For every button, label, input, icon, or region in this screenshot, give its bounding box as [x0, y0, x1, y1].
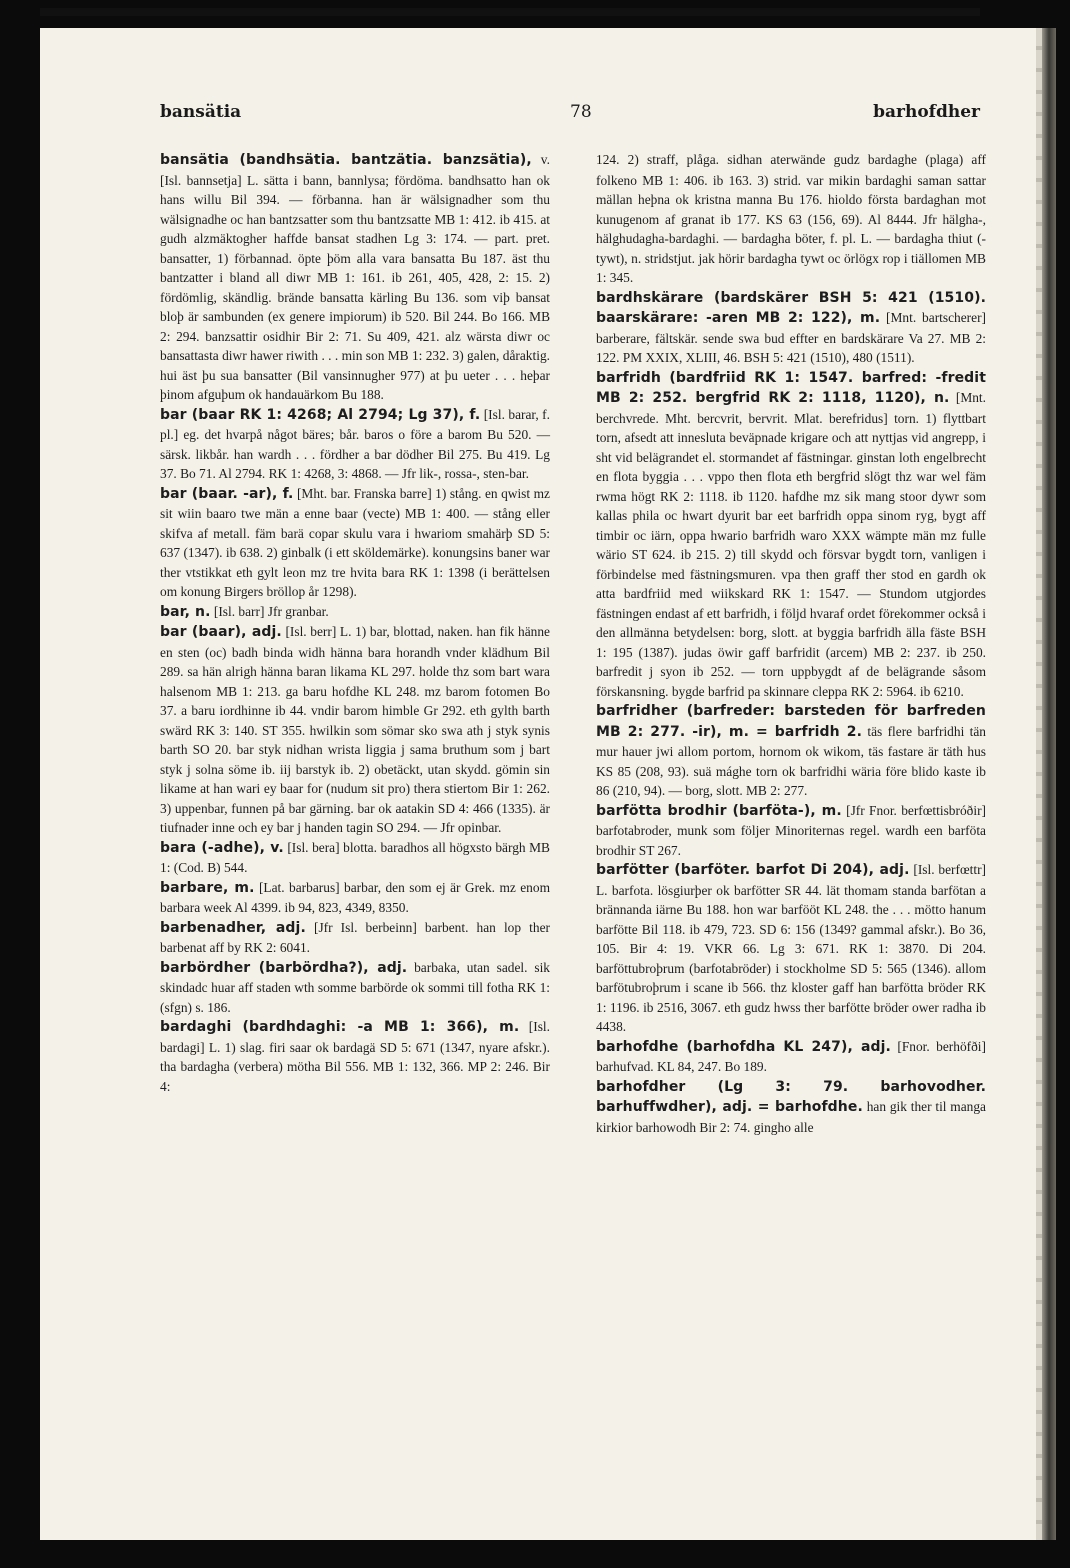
entry-text: [Isl. berfœttr] L. barfota. lösgiurþer ok barfötter SR 44. lät thomam standa barfötan a brännanda iärne Bu 188. hon war barfööt KL 248. the . . . mötto hanum barfötte Bil 118. ib 479, 723. SD 6: 156 (1349? gammal afskr.). Bo 36, 105. Bir 4: 19. VKR 66. Lg 3: 671. RK 1: 3870. Di 204. barföttubroþrum (barfotabröder) i stockholme SD 5: 565 (1346). allom barfötubroþrum i scane ib 566. thz kloster gaff han barfötta bröder RK 1: 1196. ib 2516, 3067. eth gudz hwss ther barfötte bröder ower radha ib 4438. [596, 862, 986, 1034]
header-last-word: barhofdher [873, 102, 980, 122]
headword: barfridher (barfreder: barsteden för barfreden MB 2: 277. -ir), m. = barfridh 2. [596, 703, 986, 740]
header-first-word: bansätia [160, 102, 242, 122]
dictionary-entry [596, 1037, 986, 1077]
headword: bar, n. [160, 603, 211, 620]
dictionary-entry [596, 150, 986, 288]
dictionary-entry [596, 368, 986, 702]
headword: barfötter (barföter. barfot Di 204), adj. [596, 862, 910, 878]
dictionary-entry [160, 622, 550, 838]
dictionary-entry [596, 860, 986, 1037]
right-column [596, 150, 986, 1137]
headword: bar (baar), adj. [160, 624, 282, 640]
dictionary-entry [160, 602, 550, 623]
entry-text: täs flere barfridhi tän mur hauer jwi allom portom, hornom ok wikom, täs fastare är täth hus KS 85 (208, 93). suä mághe torn ok barfridhi wäria före blido kaste ib 86 (210, 94). — borg, slott. MB 2: 277. [596, 723, 986, 798]
book-binding-edge [1042, 28, 1056, 1540]
headword: barhofdher (Lg 3: 79. barhovodher. barhuffwdher), adj. = barhofdhe. [596, 1078, 986, 1115]
headword: barhofdhe (barhofdha KL 247), adj. [596, 1038, 891, 1055]
page-number: 78 [570, 102, 592, 122]
dictionary-entry [160, 484, 550, 602]
headword: barbenadher, adj. [160, 919, 306, 936]
headword: bardhskärare (bardskärer BSH 5: 421 (1510). baarskärare: -aren MB 2: 122), m. [596, 289, 986, 326]
entry-text: [Jfr Isl. berbeinn] barbent. han lop ther barbenat aff by RK 2: 6041. [160, 919, 550, 955]
dictionary-entry [160, 958, 550, 1018]
dictionary-entry [596, 701, 986, 801]
headword: bansätia (bandhsätia. bantzätia. banzsätia), [160, 152, 532, 168]
headword: barfötta brodhir (barföta-), m. [596, 802, 842, 819]
entry-text: [Isl. barr] Jfr granbar. [213, 603, 329, 619]
headword: bar (baar. -ar), f. [160, 485, 294, 502]
entry-text: [Jfr Fnor. berfœttisbróðir] barfotabroder, munk som följer Minoriternas regel. wardh een barföta brodhir ST 267. [596, 802, 986, 858]
dictionary-entry [160, 838, 550, 878]
scan-top-bar [40, 8, 980, 16]
entry-text: [Isl. bera] blotta. baradhos all högxsto bärgh MB 1: (Cod. B) 544. [160, 839, 550, 875]
entry-text: [Lat. barbarus] barbar, den som ej är Grek. mz enom barbara week Al 4399. ib 94, 823, 4349, 8350. [160, 879, 550, 915]
headword: bara (-adhe), v. [160, 839, 284, 856]
dictionary-entry [596, 288, 986, 368]
headword: barfridh (bardfriid RK 1: 1547. barfred: -fredit MB 2: 252. bergfrid RK 2: 1118, 1120), n. [596, 369, 986, 406]
left-column [160, 150, 550, 1096]
dictionary-entry [596, 1077, 986, 1138]
headword: bar (baar RK 1: 4268; Al 2794; Lg 37), f. [160, 406, 481, 423]
entry-text: [Isl. bardagi] L. 1) slag. firi saar ok bardagä SD 5: 671 (1347, nyare afskr.). tha bardagha (verbera) mötha Bil 556. MB 1: 132, 366. MP 2: 246. Bir 4: [160, 1019, 550, 1094]
entry-text: [Mht. bar. Franska barre] 1) stång. en qwist mz sit wiin baaro twe män a enne baar (vecte) MB 1: 400. — stång eller skifva af metall. fäm barä copar skulu vara i hwariom smahärþ SD 5: 637 (1347). ib 638. 2) ginbalk (i ett sköldemärke). konungsins baner war ther vtstikkat eth gylt leon mz tre hvita bara RK 1: 1398 (i berättelsen om konung Birgers bröllop år 1298). [160, 485, 550, 599]
entry-text: [Mnt. berchvrede. Mht. bercvrit, bervrit. Mlat. berefridus] torn. 1) flyttbart torn, afsedt att innesluta beväpnade krigare och att nyttjas vid angrepp, i sht vid belägrandet el. stormandet af fästningar. ginstan loth engelbrecht en flota byggia . . . vppo then flota eth bergfrid slögt thz war wel fäm rwma högt RK 2: 1118. ib 1120. hafdhe mz sik mang stoor dywr som kallas phila oc hwart dyurit bar eet barfridh oppa sinom ryg, bygt aff timbir oc iärn, oppa hwario barfridh waro XXX wämpte män mz fulle wärio ST 624. ib 215. 2) till skydd och försvar bygdt torn, vanligen i förbindelse med fästningsmuren. vpa then graff ther stod en gardh ok atta bardfriid med wiikskard RK 1: 1547. — Stundom utgjordes fästningen endast af ett barfridh, i följd hvaraf ordet förekommer också i den allmänna betydelsen: borg, slott. at byggia barfridh älla fäste BSH 1: 195 (1387). judas öwir gaff barfridit (arcem) MB 2: 237. ib 250. barfredit j syon ib 252. — torn uppbygdt af de belägrande såsom förskansning. bygde barfrid pa skinnare cleppa RK 2: 5964. ib 6210. [596, 390, 986, 699]
entry-text: [Isl. berr] L. 1) bar, blottad, naken. han fik hänne en sten (oc) badh binda widh hänna bara horandh vnder klädhum Bil 289. sa hän alrigh hänna baran likama KL 297. holde thz som bart wara halsenom MB 1: 213. ga baru hofdhe KL 248. mz barom fotomen Bo 37. a baru iordhinne ib 44. vndir barom himble Gr 292. eth gylth barth swärd RK 3: 140. ST 355. hwilkin som sömar sko swa ath j styk synis barth SO 20. bar styk nidhan wrista liggia j sama bruthum som j bart styk j solna söme ib. iij barstyk ib. 2) obetäckt, utan skydd. gömin sin likame at han wari ey baar for (nudum sit pro) thera stiertom Bir 1: 262. 3) uppenbar, funnen på bar gärning. bar ok aatakin SD 4: 466 (1335). är tiufnader inne och ey bar j handen tagin SO 294. — Jfr opinbar. [160, 624, 550, 835]
entry-text: barbaka, utan sadel. sik skindadc huar aff staden wth somme barbörde ok sommi till fotha RK 1: (sfgn) s. 186. [160, 959, 550, 1015]
dictionary-entry [160, 150, 550, 405]
dictionary-entry [160, 405, 550, 484]
entry-text: 124. 2) straff, plåga. sidhan aterwände gudz bardaghe (plaga) aff folkeno MB 1: 406. ib 163. 3) strid. var mikin bardaghi saman sattar mällan heþna ok kristna manna Bu 176. hioldo första bardaghan mot kunugenom af granat ib 177. KS 63 (156, 69). Al 8444. Jfr hälgha-, hälghudagha-bardaghi. — bardagha böter, f. pl. L. — bardagha thiut (-tywt), n. stridstjut. jak hörir bardagha tywt oc örlögx rop i tiällomen MB 1: 345. [596, 152, 986, 285]
headword: bardaghi (bardhdaghi: -a MB 1: 366), m. [160, 1019, 520, 1035]
running-header [160, 102, 980, 128]
dictionary-entry [596, 801, 986, 861]
headword: barbördher (barbördha?), adj. [160, 959, 408, 976]
dictionary-entry [160, 878, 550, 918]
entry-text: [Fnor. berhöfði] barhufvad. KL 84, 247. Bo 189. [596, 1038, 986, 1074]
dictionary-entry [160, 1017, 550, 1096]
entry-text: v. [Isl. bannsetja] L. sätta i bann, bannlysa; fördöma. bandhsatto han ok hans willu Bil 394. — förbanna. han är wälsignadher som thu wälsignadhe oc han bantzsatter som thu bantzsatte MB 1: 412. ib 415. at gudh alzmäktogher haffde bansat stadhen Lg 3: 174. — part. pret. bansatter, 1) förbannad. öpte þöm alla vara bansatta Bu 187. äst thu bantzatter i bland all diwr MB 1: 161. ib 261, 405, 428, 2: 15. 2) fördömlig, skändlig. brände bansatta kärling Bu 136. som viþ bansat bloþ är sambunden (ex genere impiorum) ib 520. Bil 244. Bo 166. MB 2: 294. banzsattir osidhir Bir 2: 71. Su 409, 421. alz wärsta diwr oc bansattasta diwr hawer riwith . . . min son MB 1: 232. 3) galen, dåraktig. hui äst þu sua bansatter (Bil vansinnugher 977) at þu ueter . . . heþar þinom afguþum ok handauärkom Bu 188. [160, 152, 550, 402]
dictionary-entry [160, 918, 550, 958]
entry-text: [Isl. barar, f. pl.] eg. det hvarpå något bäres; bår. baros o före a barom Bu 520. — särsk. likbår. han wardh . . . fördher a bar dödher Bil 275. Bu 419. Lg 37. Bo 71. Al 2794. RK 1: 4268, 3: 4868. — Jfr lik-, rossa-, sten-bar. [160, 406, 550, 481]
headword: barbare, m. [160, 879, 255, 896]
entry-text: han gik ther til manga kirkior barhowodh Bir 2: 74. gingho alle [596, 1099, 987, 1135]
entry-text: [Mnt. bartscherer] barberare, fältskär. sende swa bud effter en bardskärare Va 27. MB 2: 122. PM XXIX, XLIII, 46. BSH 5: 421 (1510), 480 (1511). [596, 310, 986, 365]
